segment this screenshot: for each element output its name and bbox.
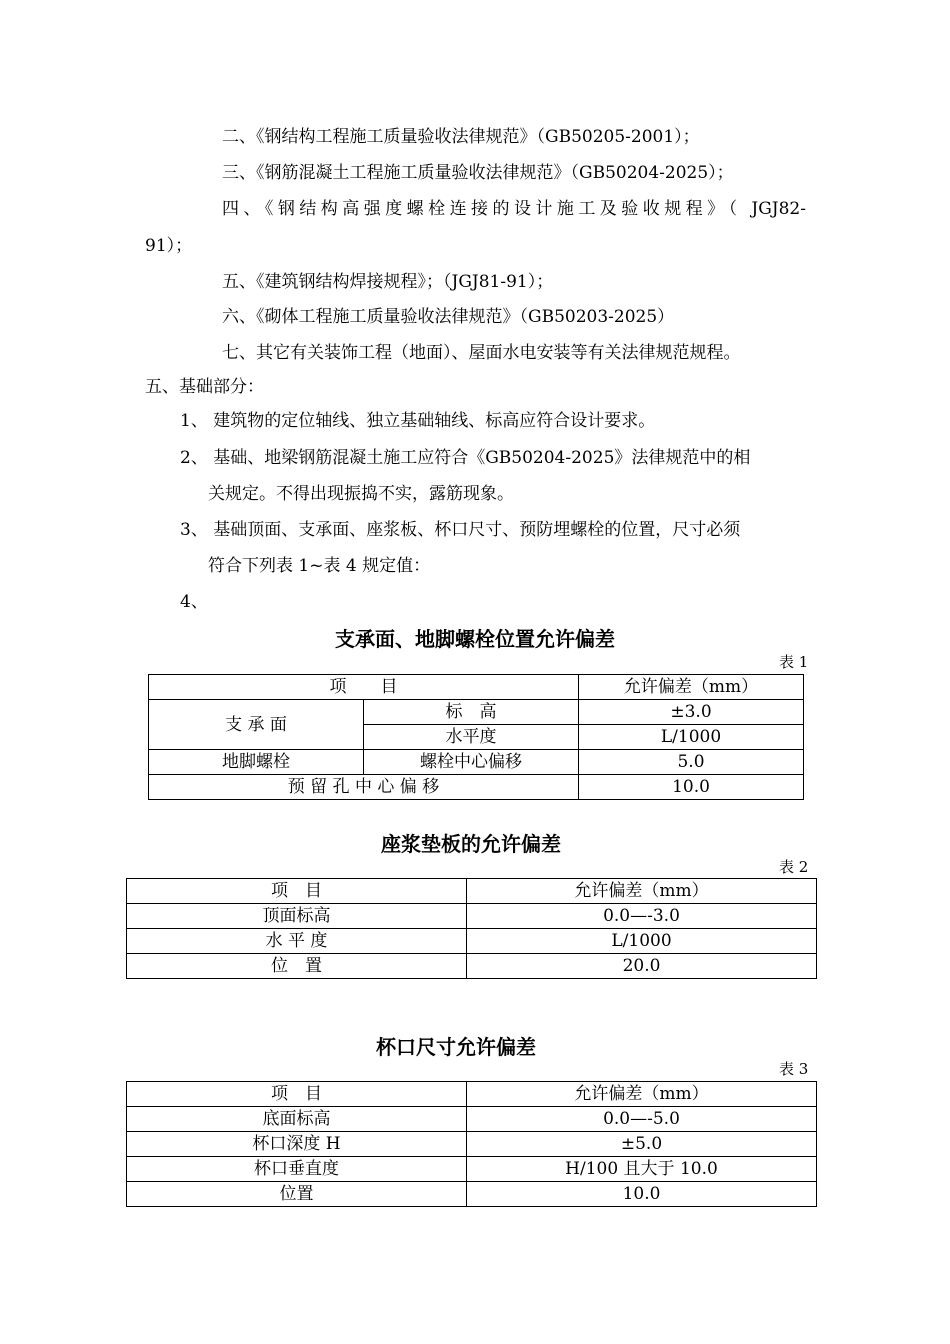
- foundation-item-2-cont: 关规定。不得出现振捣不实，露筋现象。: [208, 484, 514, 504]
- table3-title: 杯口尺寸允许偏差: [376, 1035, 536, 1059]
- foundation-item-3: 3、 基础顶面、支承面、座浆板、杯口尺寸、预防埋螺栓的位置，尺寸必须: [180, 520, 741, 540]
- table2: [126, 878, 817, 979]
- spec-item-4-cont: 91）；: [145, 236, 193, 256]
- table1-cell: 5.0: [579, 750, 804, 775]
- table1: [148, 674, 804, 800]
- table1-header-value: 允许偏差（mm）: [579, 675, 804, 700]
- spec-item-7: 七、其它有关装饰工程（地面）、屋面水电安装等有关法律规范规程。: [222, 343, 741, 363]
- table1-cell: 地脚螺栓: [149, 750, 364, 775]
- table3-number: 表 3: [779, 1060, 809, 1078]
- table2-cell: 0.0—-3.0: [467, 904, 817, 929]
- table3-cell: ±5.0: [467, 1132, 817, 1157]
- table2-cell: 水 平 度: [127, 929, 467, 954]
- table1-cell: 标 高: [364, 700, 579, 725]
- spec-item-3: 三、《钢筋混凝土工程施工质量验收法律规范》（GB50204-2025）；: [222, 163, 734, 183]
- table1-header-item: 项 目: [149, 675, 579, 700]
- table1-cell: 10.0: [579, 775, 804, 800]
- section-heading: 五、基础部分：: [145, 377, 264, 397]
- foundation-item-2: 2、 基础、地梁钢筋混凝土施工应符合《GB50204-2025》法律规范中的相: [180, 448, 751, 468]
- table2-cell: 20.0: [467, 954, 817, 979]
- table1-cell: 预 留 孔 中 心 偏 移: [149, 775, 579, 800]
- table2-header-item: 项 目: [127, 879, 467, 904]
- table2-number: 表 2: [779, 858, 809, 876]
- table1-cell: ±3.0: [579, 700, 804, 725]
- spec-item-5: 五、《建筑钢结构焊接规程》；（JGJ81-91）；: [222, 272, 554, 292]
- table3-cell: 0.0—-5.0: [467, 1107, 817, 1132]
- table-row: [127, 929, 817, 954]
- table3-cell: 位置: [127, 1182, 467, 1207]
- table2-cell: 位 置: [127, 954, 467, 979]
- table2-header-value: 允许偏差（mm）: [467, 879, 817, 904]
- table1-cell: 螺栓中心偏移: [364, 750, 579, 775]
- spec-item-4: 四、《钢结构高强度螺栓连接的设计施工及验收规程》（ JGJ82-: [222, 199, 806, 219]
- table-row: [127, 1182, 817, 1207]
- table1-cell: L/1000: [579, 725, 804, 750]
- table2-cell: L/1000: [467, 929, 817, 954]
- table-row: [127, 1157, 817, 1182]
- table3-cell: 10.0: [467, 1182, 817, 1207]
- table3-cell: 杯口深度 H: [127, 1132, 467, 1157]
- table3: [126, 1081, 817, 1207]
- foundation-item-3-cont: 符合下列表 1~表 4 规定值：: [208, 556, 431, 576]
- foundation-item-4: 4、: [180, 592, 208, 612]
- table-row: [127, 904, 817, 929]
- spec-item-6: 六、《砌体工程施工质量验收法律规范》（GB50203-2025）: [222, 307, 675, 327]
- table3-cell: 杯口垂直度: [127, 1157, 467, 1182]
- table2-cell: 顶面标高: [127, 904, 467, 929]
- table-row: [127, 1107, 817, 1132]
- table1-cell: 水平度: [364, 725, 579, 750]
- table3-cell: 底面标高: [127, 1107, 467, 1132]
- table1-number: 表 1: [779, 653, 809, 671]
- table3-header-item: 项 目: [127, 1082, 467, 1107]
- table1-title: 支承面、地脚螺栓位置允许偏差: [335, 627, 615, 651]
- table-row: [127, 1132, 817, 1157]
- table3-header-value: 允许偏差（mm）: [467, 1082, 817, 1107]
- table2-title: 座浆垫板的允许偏差: [381, 832, 561, 856]
- spec-item-2: 二、《钢结构工程施工质量验收法律规范》（GB50205-2001）；: [222, 127, 700, 147]
- table-row: [127, 954, 817, 979]
- foundation-item-1: 1、 建筑物的定位轴线、独立基础轴线、标高应符合设计要求。: [180, 411, 656, 431]
- table3-cell: H/100 且大于 10.0: [467, 1157, 817, 1182]
- table1-group-support: 支 承 面: [149, 700, 364, 750]
